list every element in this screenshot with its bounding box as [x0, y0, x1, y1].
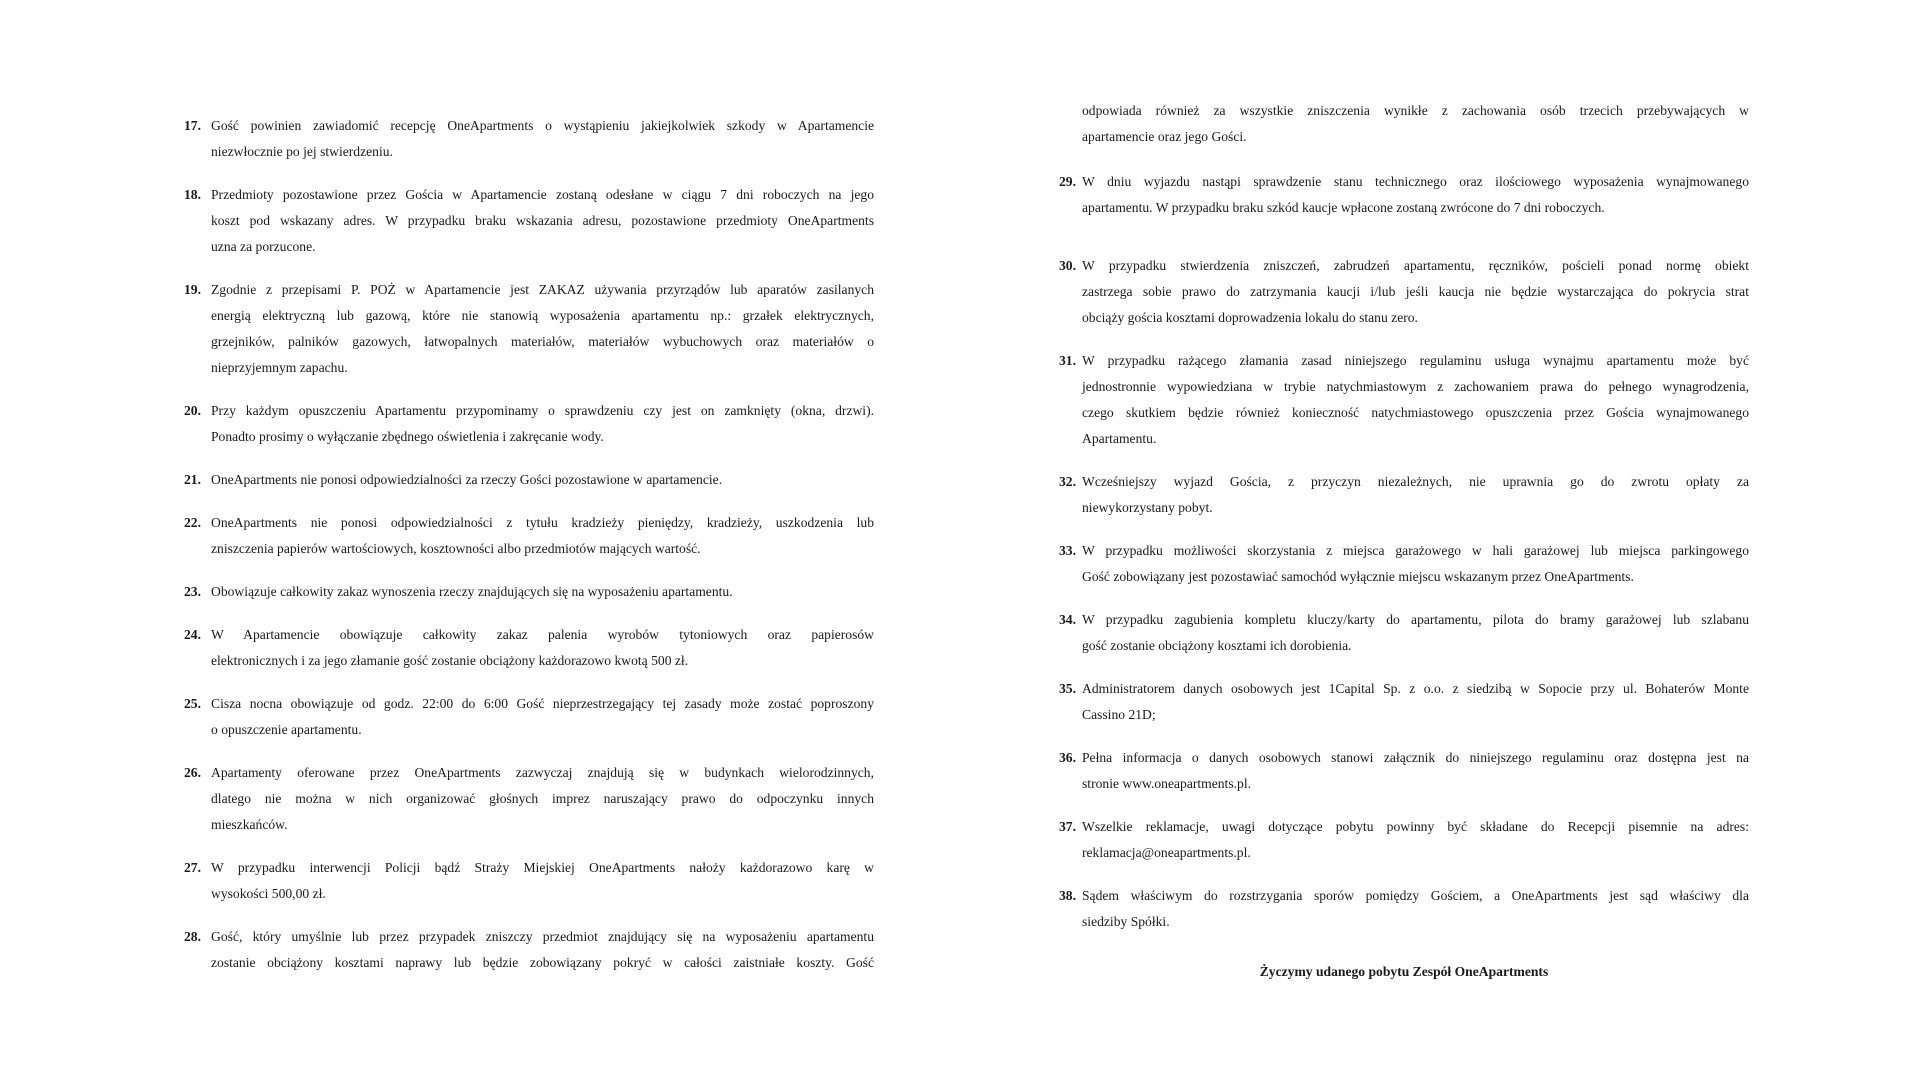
clause-line: apartamencie oraz jego Gości. — [1082, 129, 1247, 144]
clause-line: siedziby Spółki. — [1082, 914, 1170, 929]
clause-line: gość zostanie obciążony kosztami ich dorobienia. — [1082, 638, 1352, 653]
clause-line: Cassino 21D; — [1082, 707, 1156, 722]
clause-number: 22. — [184, 515, 201, 530]
clause-line: Przy każdym opuszczeniu Apartamentu przypominamy o sprawdzeniu czy jest on zamknięty (okna, drzwi). — [211, 403, 874, 418]
clause-line: dlatego nie można w nich organizować głośnych imprez naruszający prawo do odpoczynku innych — [211, 791, 874, 806]
left-column — [184, 113, 874, 976]
clause-line: Przedmioty pozostawione przez Gościa w Apartamencie zostaną odesłane w ciągu 7 dni roboczych na jego — [211, 187, 874, 202]
clause-31 — [1059, 348, 1749, 452]
clause-line: wysokości 500,00 zł. — [211, 886, 326, 901]
clause-35 — [1059, 676, 1749, 728]
clause-line: Administratorem danych osobowych jest 1Capital Sp. z o.o. z siedzibą w Sopocie przy ul. Bohaterów Monte — [1082, 681, 1749, 696]
clause-17 — [184, 113, 874, 165]
clause-37 — [1059, 814, 1749, 866]
right-column — [1059, 98, 1749, 985]
clause-line: W przypadku zagubienia kompletu kluczy/karty do apartamentu, pilota do bramy garażowej lub szlabanu — [1082, 612, 1749, 627]
clause-23 — [184, 579, 874, 605]
clause-number: 25. — [184, 696, 201, 711]
clause-line: Wcześniejszy wyjazd Gościa, z przyczyn niezależnych, nie uprawnia go do zwrotu opłaty za — [1082, 474, 1749, 489]
clause-line: obciąży gościa kosztami doprowadzenia lokalu do stanu zero. — [1082, 310, 1418, 325]
clause-line: Cisza nocna obowiązuje od godz. 22:00 do 6:00 Gość nieprzestrzegający tej zasady może zostać poproszony — [211, 696, 874, 711]
clause-28-continuation — [1059, 98, 1749, 150]
clause-line: Wszelkie reklamacje, uwagi dotyczące pobytu powinny być składane do Recepcji pisemnie na adres: — [1082, 819, 1749, 834]
clause-line: energią elektryczną lub gazową, które nie stanowią wyposażenia apartamentu np.: grzałek elektrycznych, — [211, 308, 874, 323]
clause-number: 34. — [1059, 612, 1076, 627]
clause-line: OneApartments nie ponosi odpowiedzialności z tytułu kradzieży pieniędzy, kradzieży, uszkodzenia lub — [211, 515, 874, 530]
clause-number: 38. — [1059, 888, 1076, 903]
clause-number: 32. — [1059, 474, 1076, 489]
clause-line: czego skutkiem będzie również konieczność natychmiastowego opuszczenia przez Gościa wynajmowanego — [1082, 405, 1749, 420]
clause-line: o opuszczenie apartamentu. — [211, 722, 362, 737]
clause-number: 19. — [184, 282, 201, 297]
clause-line: zostanie obciążony kosztami naprawy lub będzie zobowiązany pokryć w całości zaistniałe koszty. Gość — [211, 955, 874, 970]
clause-38 — [1059, 883, 1749, 935]
clause-33 — [1059, 538, 1749, 590]
clause-line: Sądem właściwym do rozstrzygania sporów pomiędzy Gościem, a OneApartments jest sąd właściwy dla — [1082, 888, 1749, 903]
clause-26 — [184, 760, 874, 838]
clause-number: 37. — [1059, 819, 1076, 834]
clause-line: uzna za porzucone. — [211, 239, 316, 254]
clause-number: 36. — [1059, 750, 1076, 765]
clause-27 — [184, 855, 874, 907]
clause-line: stronie www.oneapartments.pl. — [1082, 776, 1251, 791]
clause-line: zastrzega sobie prawo do zatrzymania kaucji i/lub jeśli kaucja nie będzie wystarczająca do pokrycia strat — [1082, 284, 1749, 299]
clause-line: niezwłocznie po jej stwierdzeniu. — [211, 144, 393, 159]
clause-number: 33. — [1059, 543, 1076, 558]
clause-line: mieszkańców. — [211, 817, 288, 832]
clause-line: W Apartamencie obowiązuje całkowity zakaz palenia wyrobów tytoniowych oraz papierosów — [211, 627, 874, 642]
clause-line: apartamentu. W przypadku braku szkód kaucje wpłacone zostaną zwrócone do 7 dni roboczych. — [1082, 200, 1605, 215]
clause-line: jednostronnie wypowiedziana w trybie natychmiastowym z zachowaniem prawa do pełnego wynagrodzenia, — [1082, 379, 1749, 394]
clause-number: 17. — [184, 118, 201, 133]
clause-line: Zgodnie z przepisami P. POŻ w Apartamencie jest ZAKAZ używania przyrządów lub aparatów zasilanych — [211, 282, 874, 297]
closing-greeting: Życzymy udanego pobytu Zespół OneApartments — [1259, 964, 1549, 979]
clause-line: Apartamenty oferowane przez OneApartments zazwyczaj znajdują się w budynkach wielorodzinnych, — [211, 765, 874, 780]
clause-34 — [1059, 607, 1749, 659]
clause-20 — [184, 398, 874, 450]
clause-number: 29. — [1059, 174, 1076, 189]
clause-line: odpowiada również za wszystkie zniszczenia wynikłe z zachowania osób trzecich przebywających w — [1082, 103, 1749, 118]
clause-22 — [184, 510, 874, 562]
clause-number: 23. — [184, 584, 201, 599]
clause-line: Ponadto prosimy o wyłączanie zbędnego oświetlenia i zakręcanie wody. — [211, 429, 604, 444]
clause-number: 26. — [184, 765, 201, 780]
clause-number: 20. — [184, 403, 201, 418]
clause-line: Gość, który umyślnie lub przez przypadek zniszczy przedmiot znajdujący się na wyposażeniu apartamentu — [211, 929, 874, 944]
clause-29 — [1059, 169, 1749, 221]
clause-line: Gość zobowiązany jest pozostawiać samochód wyłącznie miejscu wskazanym przez OneApartments. — [1082, 569, 1634, 584]
clause-number: 35. — [1059, 681, 1076, 696]
clause-line: nieprzyjemnym zapachu. — [211, 360, 348, 375]
clause-line: OneApartments nie ponosi odpowiedzialności za rzeczy Gości pozostawione w apartamencie. — [211, 472, 723, 487]
clause-line: W przypadku rażącego złamania zasad niniejszego regulaminu usługa wynajmu apartamentu może być — [1082, 353, 1749, 368]
clause-line: W przypadku interwencji Policji bądź Straży Miejskiej OneApartments nałoży każdorazowo karę w — [211, 860, 874, 875]
clause-21 — [184, 467, 874, 493]
clause-line: W przypadku możliwości skorzystania z miejsca garażowego w hali garażowej lub miejsca parkingowego — [1082, 543, 1749, 558]
clause-line: Obowiązuje całkowity zakaz wynoszenia rzeczy znajdujących się na wyposażeniu apartamentu. — [211, 584, 733, 599]
clause-line: reklamacja@oneapartments.pl. — [1082, 845, 1251, 860]
clause-number: 24. — [184, 627, 201, 642]
clause-30 — [1059, 253, 1749, 331]
clause-number: 27. — [184, 860, 201, 875]
clause-line: niewykorzystany pobyt. — [1082, 500, 1213, 515]
clause-number: 28. — [184, 929, 201, 944]
clause-36 — [1059, 745, 1749, 797]
clause-number: 21. — [184, 472, 201, 487]
clause-32 — [1059, 469, 1749, 521]
clause-line: grzejników, palników gazowych, łatwopalnych materiałów, materiałów wybuchowych oraz materiałów o — [211, 334, 874, 349]
clause-line: W dniu wyjazdu nastąpi sprawdzenie stanu technicznego oraz ilościowego wyposażenia wynajmowanego — [1082, 174, 1749, 189]
clause-24 — [184, 622, 874, 674]
clause-line: W przypadku stwierdzenia zniszczeń, zabrudzeń apartamentu, ręczników, pościeli ponad normę obiekt — [1082, 258, 1749, 273]
clause-18 — [184, 182, 874, 260]
clause-19 — [184, 277, 874, 381]
clause-line: Apartamentu. — [1082, 431, 1157, 446]
clause-number: 31. — [1059, 353, 1076, 368]
clause-line: Pełna informacja o danych osobowych stanowi załącznik do niniejszego regulaminu oraz dostępna jest na — [1082, 750, 1749, 765]
clause-line: elektronicznych i za jego złamanie gość zostanie obciążony każdorazowo kwotą 500 zł. — [211, 653, 689, 668]
clause-number: 30. — [1059, 258, 1076, 273]
clause-number: 18. — [184, 187, 201, 202]
clause-line: Gość powinien zawiadomić recepcję OneApartments o wystąpieniu jakiejkolwiek szkody w Apartamencie — [211, 118, 874, 133]
clause-25 — [184, 691, 874, 743]
clause-line: zniszczenia papierów wartościowych, kosztowności albo przedmiotów mających wartość. — [211, 541, 701, 556]
clause-28 — [184, 924, 874, 976]
clause-line: koszt pod wskazany adres. W przypadku braku wskazania adresu, pozostawione przedmioty OneApartments — [211, 213, 874, 228]
